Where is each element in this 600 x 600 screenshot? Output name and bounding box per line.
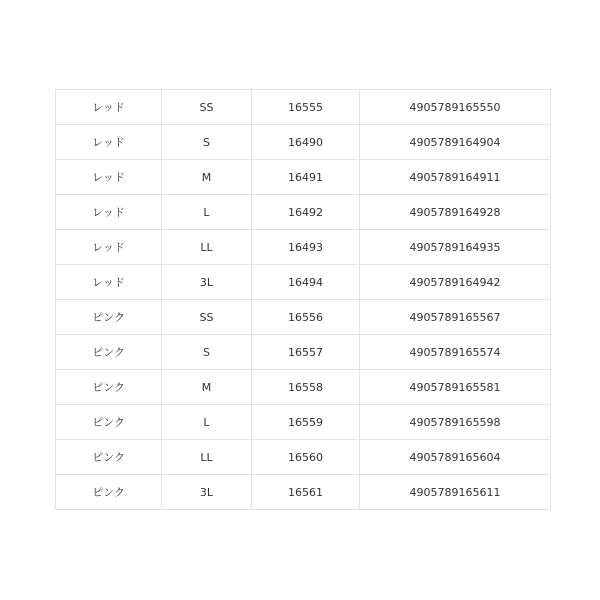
jan-code-cell: 4905789164928 xyxy=(360,195,551,230)
product-code-cell: 16493 xyxy=(252,230,360,265)
jan-code-cell: 4905789164935 xyxy=(360,230,551,265)
color-cell: ピンク xyxy=(56,440,162,475)
color-cell: ピンク xyxy=(56,405,162,440)
table-row xyxy=(56,160,551,195)
color-cell: レッド xyxy=(56,195,162,230)
color-cell: レッド xyxy=(56,265,162,300)
color-cell: ピンク xyxy=(56,475,162,510)
product-code-cell: 16558 xyxy=(252,370,360,405)
size-cell: L xyxy=(162,195,252,230)
size-cell: SS xyxy=(162,90,252,125)
jan-code-cell: 4905789165604 xyxy=(360,440,551,475)
jan-code-cell: 4905789164942 xyxy=(360,265,551,300)
table-row xyxy=(56,125,551,160)
size-cell: S xyxy=(162,125,252,160)
table-row xyxy=(56,370,551,405)
product-code-cell: 16557 xyxy=(252,335,360,370)
size-cell: LL xyxy=(162,440,252,475)
color-cell: レッド xyxy=(56,160,162,195)
size-cell: M xyxy=(162,160,252,195)
size-cell: LL xyxy=(162,230,252,265)
jan-code-cell: 4905789165550 xyxy=(360,90,551,125)
color-cell: ピンク xyxy=(56,335,162,370)
jan-code-cell: 4905789164911 xyxy=(360,160,551,195)
table-row xyxy=(56,440,551,475)
table-row xyxy=(56,230,551,265)
size-cell: M xyxy=(162,370,252,405)
table-row xyxy=(56,300,551,335)
product-variant-table xyxy=(55,89,551,510)
color-cell: レッド xyxy=(56,125,162,160)
color-cell: ピンク xyxy=(56,300,162,335)
jan-code-cell: 4905789165567 xyxy=(360,300,551,335)
size-cell: S xyxy=(162,335,252,370)
color-cell: レッド xyxy=(56,230,162,265)
table-row xyxy=(56,195,551,230)
product-code-cell: 16490 xyxy=(252,125,360,160)
product-code-cell: 16556 xyxy=(252,300,360,335)
jan-code-cell: 4905789165581 xyxy=(360,370,551,405)
product-code-cell: 16492 xyxy=(252,195,360,230)
size-cell: SS xyxy=(162,300,252,335)
jan-code-cell: 4905789165598 xyxy=(360,405,551,440)
table-body xyxy=(56,90,551,510)
size-cell: L xyxy=(162,405,252,440)
size-cell: 3L xyxy=(162,265,252,300)
table-row xyxy=(56,405,551,440)
jan-code-cell: 4905789165611 xyxy=(360,475,551,510)
product-code-cell: 16494 xyxy=(252,265,360,300)
table-row xyxy=(56,265,551,300)
table-row xyxy=(56,475,551,510)
jan-code-cell: 4905789164904 xyxy=(360,125,551,160)
product-code-cell: 16561 xyxy=(252,475,360,510)
table-row xyxy=(56,335,551,370)
jan-code-cell: 4905789165574 xyxy=(360,335,551,370)
table-row xyxy=(56,90,551,125)
product-code-cell: 16555 xyxy=(252,90,360,125)
product-code-cell: 16559 xyxy=(252,405,360,440)
size-cell: 3L xyxy=(162,475,252,510)
product-code-cell: 16560 xyxy=(252,440,360,475)
color-cell: レッド xyxy=(56,90,162,125)
product-code-cell: 16491 xyxy=(252,160,360,195)
color-cell: ピンク xyxy=(56,370,162,405)
